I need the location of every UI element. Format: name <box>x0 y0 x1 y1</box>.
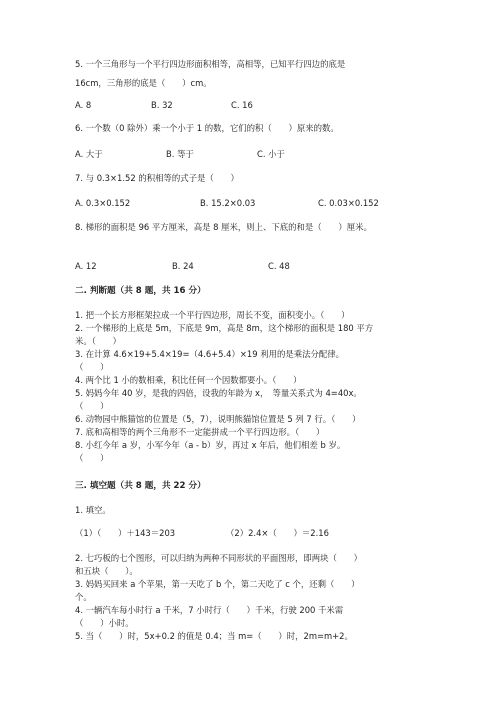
judge-line: 8. 小红今年 a 岁，小军今年（a - b）岁，再过 x 年后，他们相差 b 岁。 <box>75 440 346 450</box>
fill-line: 4. 一辆汽车每小时行 a 千米，7 小时行（ ）千米，行驶 200 千米需 <box>75 605 344 615</box>
question-5-option-c: C. 16 <box>231 100 253 110</box>
fill-line: 个。 <box>75 592 92 602</box>
judge-line: 7. 底和高相等的两个三角形不一定能拼成一个平行四边形。（ ） <box>75 427 325 437</box>
question-8-text: 8. 梯形的面积是 96 平方厘米，高是 8 厘米，则上、下底的和是（ ）厘米。 <box>75 222 372 232</box>
question-5-text: 5. 一个三角形与一个平行四边形面积相等，高相等，已知平行四边的底是 <box>75 59 346 69</box>
question-7-option-a: A. 0.3×0.152 <box>75 198 131 208</box>
fill-line: 5. 当（ ）时，5x+0.2 的值是 0.4；当 m=（ ）时，2m=m+2。 <box>75 631 353 641</box>
question-8-option-b: B. 24 <box>172 261 194 271</box>
fill-line: 和五块（ ）。 <box>75 566 138 576</box>
judge-line: （ ） <box>75 362 109 372</box>
judge-line: 6. 动物园中熊猫馆的位置是（5，7），说明熊猫馆位置是 5 列 7 行。（ ） <box>75 414 361 424</box>
fill-line: （ ）小时。 <box>75 618 134 628</box>
judge-line: 5. 妈妈今年 40 岁，是我的四倍，设我的年龄为 x， 等量关系式为 4=40x。 <box>75 388 362 398</box>
question-5-text-cont: 16cm，三角形的底是（ ）cm。 <box>75 78 212 88</box>
question-8-option-a: A. 12 <box>75 261 97 271</box>
question-7-option-b: B. 15.2×0.03 <box>200 198 256 208</box>
question-7-option-c: C. 0.03×0.152 <box>318 198 379 208</box>
fill-question-1-title: 1. 填空。 <box>75 505 111 515</box>
question-6-option-a: A. 大于 <box>75 149 103 159</box>
section-heading-judge: 二. 判断题（共 8 题，共 16 分） <box>75 286 206 296</box>
judge-line: 米。（ ） <box>75 336 122 346</box>
question-6-option-b: B. 等于 <box>166 149 194 159</box>
section-heading-fill: 三. 填空题（共 8 题，共 22 分） <box>75 481 206 491</box>
fill-line: 3. 妈妈买回来 a 个苹果，第一天吃了 b 个，第二天吃了 c 个，还剩（ ） <box>75 579 360 589</box>
judge-line: 2. 一个梯形的上底是 5m，下底是 9m，高是 8m，这个梯形的面积是 180 平方 <box>75 323 374 333</box>
question-7-text: 7. 与 0.3×1.52 的积相等的式子是（ ） <box>75 173 239 183</box>
judge-line: 4. 两个比 1 小的数相乘，积比任何一个因数都要小。（ ） <box>75 375 302 385</box>
question-8-option-c: C. 48 <box>268 261 290 271</box>
question-6-option-c: C. 小于 <box>257 149 285 159</box>
question-6-text: 6. 一个数（0 除外）乘一个小于 1 的数，它们的积（ ）原来的数。 <box>75 123 339 133</box>
fill-question-1-part-1: （1）（ ）＋143＝203 <box>75 528 176 538</box>
judge-line: 1. 把一个长方形框架拉成一个平行四边形，周长不变，面积变小。（ ） <box>75 310 350 320</box>
judge-line: 3. 在计算 4.6×19+5.4×19=（4.6+5.4）×19 利用的是乘法分配律。 <box>75 349 344 359</box>
judge-line: （ ） <box>75 453 109 463</box>
question-5-option-a: A. 8 <box>75 100 92 110</box>
judge-line: （ ） <box>75 401 109 411</box>
fill-question-1-part-2: （2）2.4×（ ）＝2.16 <box>226 528 329 538</box>
fill-line: 2. 七巧板的七个图形，可以归纳为两种不同形状的平面图形，即两块（ ） <box>75 553 363 563</box>
question-5-option-b: B. 32 <box>151 100 173 110</box>
